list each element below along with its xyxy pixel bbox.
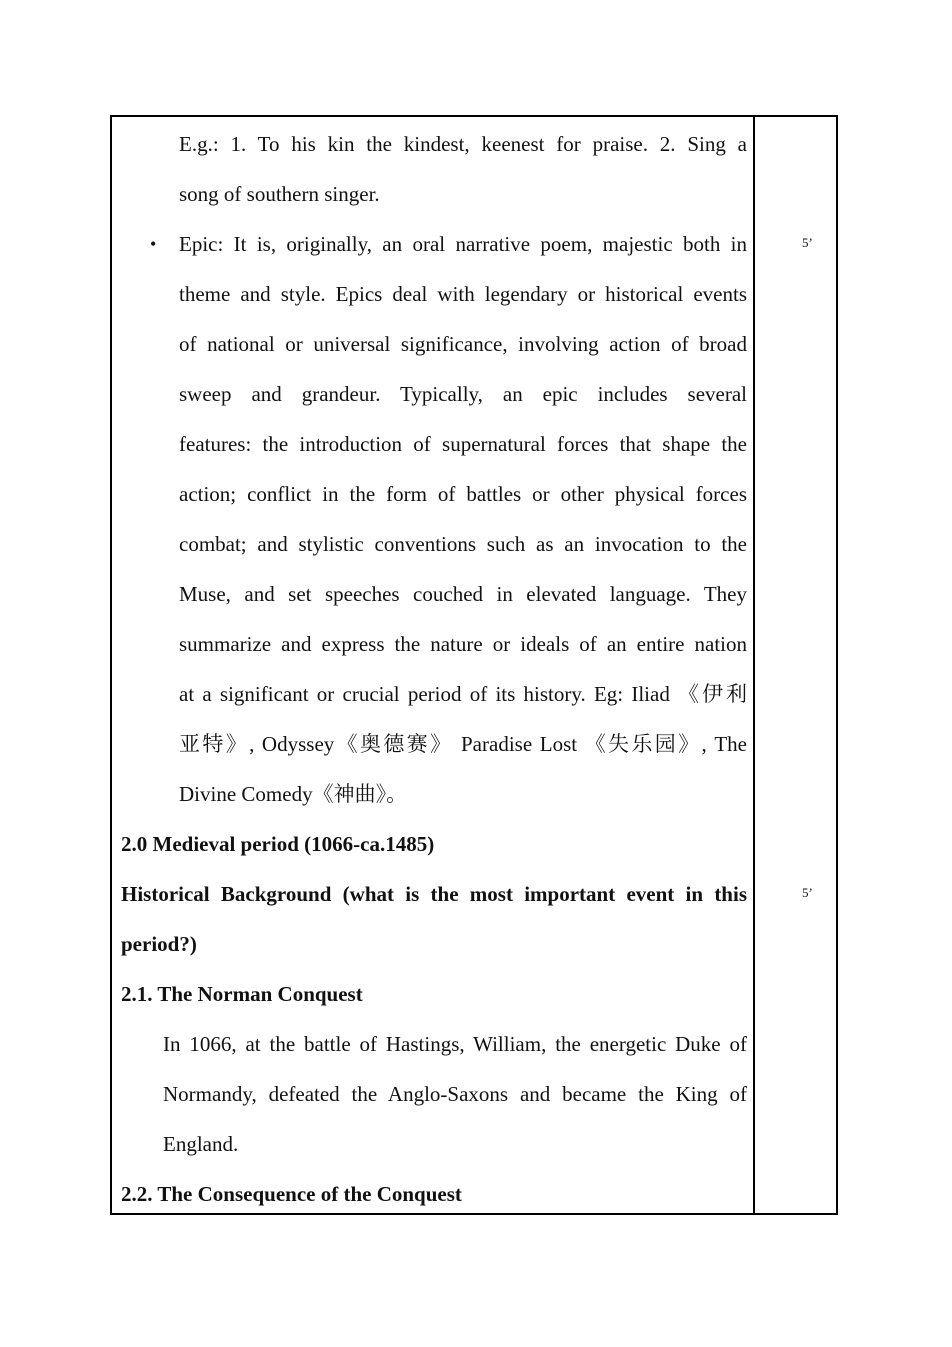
bullet-icon: •: [150, 234, 157, 254]
text-line: action; conflict in the form of battles or other physical forces: [179, 482, 747, 506]
text-line: sweep and grandeur. Typically, an epic includes several: [179, 382, 747, 406]
text-line: summarize and express the nature or ideals of an entire nation: [179, 632, 747, 656]
text-line: features: the introduction of supernatural forces that shape the: [179, 432, 747, 456]
text-line: England.: [163, 1132, 239, 1156]
text-line: 亚特》, Odyssey《奥德赛》 Paradise Lost 《失乐园》, The: [179, 732, 747, 756]
text-line: at a significant or crucial period of its history. Eg: Iliad 《伊利: [179, 682, 747, 706]
column-divider: [753, 117, 755, 1213]
section-heading: 2.2. The Consequence of the Conquest: [121, 1182, 462, 1206]
text-line: Epic: It is, originally, an oral narrative poem, majestic both in: [179, 232, 747, 256]
lesson-table: [110, 115, 838, 1215]
content-column: [121, 119, 747, 1219]
section-heading: period?): [121, 932, 197, 956]
text-line: E.g.: 1. To his kin the kindest, keenest for praise. 2. Sing a: [179, 132, 747, 156]
text-line: combat; and stylistic conventions such as an invocation to the: [179, 532, 747, 556]
text-line: In 1066, at the battle of Hastings, William, the energetic Duke of: [163, 1032, 747, 1056]
text-line: Normandy, defeated the Anglo-Saxons and became the King of: [163, 1082, 747, 1106]
time-allocation: 5’: [802, 885, 813, 900]
text-line: Muse, and set speeches couched in elevated language. They: [179, 582, 747, 606]
text-line: theme and style. Epics deal with legendary or historical events: [179, 282, 747, 306]
text-line: Divine Comedy《神曲》。: [179, 782, 408, 806]
section-heading: Historical Background (what is the most important event in this: [121, 882, 747, 906]
time-allocation: 5’: [802, 235, 813, 250]
section-heading: 2.0 Medieval period (1066-ca.1485): [121, 832, 435, 856]
text-line: of national or universal significance, involving action of broad: [179, 332, 747, 356]
text-line: song of southern singer.: [179, 182, 380, 206]
section-heading: 2.1. The Norman Conquest: [121, 982, 363, 1006]
